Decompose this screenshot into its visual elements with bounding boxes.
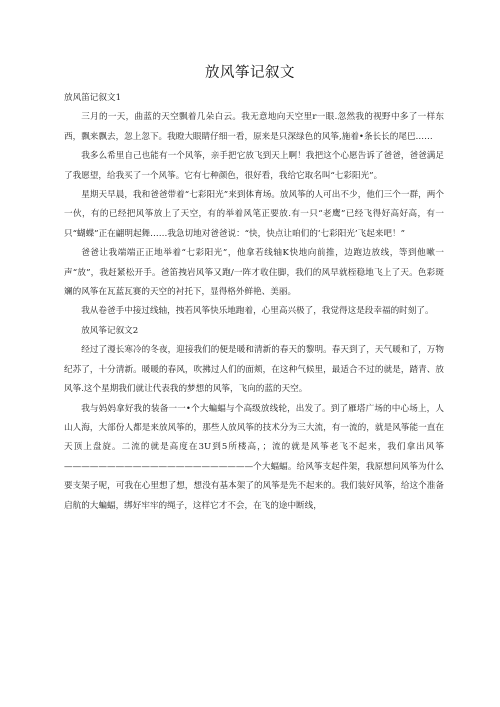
paragraph: 我与妈妈拿好我的装备一一•个大蝙蝠与个高级放线轮，出发了。到了雁塔广场的中心场上，人山人海，大部份人都是来放风筝的，那些人放风筝的技术分为三大流，有一流的，就是风筝能一直在天顶上盘旋。二流的就是高度在3U到5所楼高，；流的就是风筝老飞不起来，我们拿出风筝 ——————————————————————个大蝠蝠。给风筝支起件架，我原想问风筝为什么要支架子呢，可我在心里想了想，想没有基本架了的风筝是先不起来的。我们装好风筝，给这个准备启航的大蝙蝠，绑好牢牢的绳子，这样它才不会，在飞的途中断线，: [64, 403, 444, 511]
paragraph: 我多么希里自己也能有一个风筝，亲手把它放飞到天上啊！我把这个心愿告诉了爸爸，爸爸满足了我愿望，给我买了一个风筝。它有七种颜色，很好看，我给它取名叫“七彩阳光”。: [64, 151, 444, 181]
paragraph: 爸爸让我端端正正地举着“七彩阳光”，他拿若线轴K快地向前推，边跑边放线，等到他嗽一声“放”，我赶紧松开手。爸笛拽岩风筝又跑/一阵才收住脚，我们的风早就桎稳地飞上了天。色彩斑斓的风筝在瓦蓝瓦赛的天空的衬托下，显得格外鲜艳、美丽。: [64, 248, 444, 298]
paragraph: 我从卷爸手中接过线轴，拽若风筝快乐地跑着，心里高兴极了，我觉得这是段幸福的时刻了。: [81, 306, 434, 317]
section-heading: 放风筝记叙文2: [81, 325, 139, 336]
document-title: 放风筝记叙文: [205, 65, 295, 81]
paragraph: 星期天早晨，我和爸爸带着“七彩阳光”来到体育场。放风筝的人可出不少，他们三个一群，两个一伙，有的已经把风筝放上了天空，有的举着风笔正要放.有一只“老鹰”已经飞得好高好高，有一只“蝴蝶”正在翩明起舞……我急切地对爸爸说：“快，快点让咱们的‘七彩阳光’飞起来吧！”: [64, 190, 444, 239]
paragraph: 经过了漫长寒冷的冬夜，迎接我们的便是暖和清新的春天的黎明。春天到了，天气暖和了，万物纪苏了，十分清新。暖暖的春风，吹拂过人们的面颊，在这种气候里，最适合不过的就是，踏青、放风筝.这个星期我们就让代表我的梦想的风筝，飞向的蓝的天空。: [64, 345, 444, 395]
section-heading: 放风笛记叙文1: [64, 93, 122, 103]
paragraph: 三月的一天，曲蓝的天空飘着几朵白云。我无意地向天空里r一眼.忽然我的视野中多了一样东西，飘来飘去，忽上忽下。我瞪大眼睛仔细一看，原来是只深绿色的风筝,施着•条长长的尾巴……: [64, 112, 444, 142]
document-body: [64, 89, 444, 516]
